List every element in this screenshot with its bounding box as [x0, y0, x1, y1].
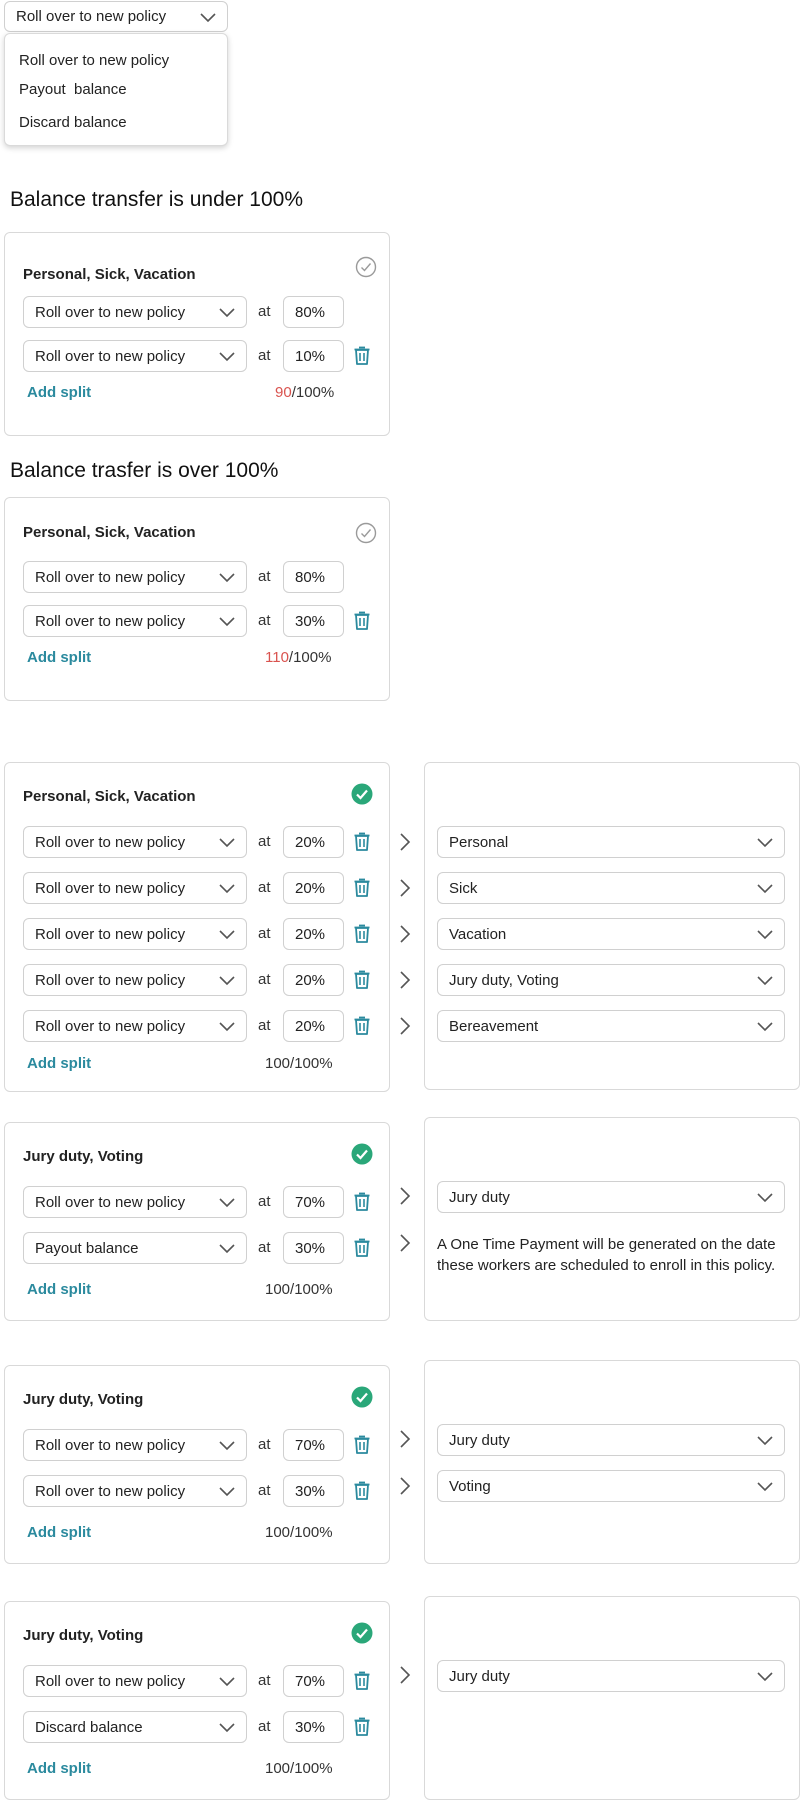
- at-label: at: [258, 347, 271, 364]
- chevron-right-icon: [399, 970, 411, 990]
- action-select-value: Roll over to new policy: [35, 1482, 186, 1500]
- card-title: Personal, Sick, Vacation: [23, 266, 196, 283]
- chevron-down-icon: [218, 882, 236, 894]
- trash-icon[interactable]: [353, 831, 371, 852]
- chevron-down-icon: [756, 1020, 774, 1032]
- split-card-under: [4, 232, 390, 436]
- target-policy-select[interactable]: [437, 1181, 785, 1213]
- chevron-down-icon: [218, 974, 236, 986]
- menu-item-payout[interactable]: Payout balance: [19, 81, 127, 98]
- action-select[interactable]: [23, 964, 247, 996]
- target-policy-select[interactable]: [437, 918, 785, 950]
- chevron-right-icon: [399, 832, 411, 852]
- chevron-down-icon: [218, 1485, 236, 1497]
- action-select[interactable]: [23, 826, 247, 858]
- at-label: at: [258, 568, 271, 585]
- add-split-link[interactable]: Add split: [27, 384, 92, 401]
- action-select-value: Roll over to new policy: [35, 879, 186, 897]
- add-split-link[interactable]: Add split: [27, 1760, 92, 1777]
- chevron-down-icon: [199, 11, 217, 23]
- percent-input[interactable]: 30%: [283, 1475, 344, 1507]
- chevron-right-icon: [399, 1476, 411, 1496]
- at-label: at: [258, 1436, 271, 1453]
- chevron-right-icon: [399, 1429, 411, 1449]
- action-select[interactable]: [23, 1475, 247, 1507]
- target-policy-value: Jury duty: [449, 1188, 510, 1206]
- action-select[interactable]: [23, 561, 247, 593]
- at-label: at: [258, 1672, 271, 1689]
- chevron-down-icon: [756, 882, 774, 894]
- trash-icon[interactable]: [353, 1716, 371, 1737]
- chevron-down-icon: [218, 350, 236, 362]
- chevron-down-icon: [756, 836, 774, 848]
- action-select[interactable]: [23, 1232, 247, 1264]
- trash-icon[interactable]: [353, 1434, 371, 1455]
- add-split-link[interactable]: Add split: [27, 1281, 92, 1298]
- percent-input[interactable]: 20%: [283, 826, 344, 858]
- chevron-down-icon: [756, 974, 774, 986]
- split-total: [265, 649, 331, 666]
- card-title: Personal, Sick, Vacation: [23, 788, 196, 805]
- target-policy-select[interactable]: [437, 826, 785, 858]
- percent-input[interactable]: 10%: [283, 340, 344, 372]
- section-heading-under: Balance transfer is under 100%: [10, 188, 304, 211]
- menu-item-discard[interactable]: Discard balance: [19, 114, 127, 131]
- chevron-down-icon: [756, 1480, 774, 1492]
- trash-icon[interactable]: [353, 1237, 371, 1258]
- split-total: 100/100%: [265, 1760, 333, 1777]
- action-select-value: Roll over to new policy: [35, 971, 186, 989]
- percent-input[interactable]: 20%: [283, 1010, 344, 1042]
- chevron-right-icon: [399, 878, 411, 898]
- target-policy-select[interactable]: [437, 872, 785, 904]
- trash-icon[interactable]: [353, 877, 371, 898]
- percent-input[interactable]: 70%: [283, 1665, 344, 1697]
- action-select[interactable]: [23, 1665, 247, 1697]
- trash-icon[interactable]: [353, 610, 371, 631]
- trash-icon[interactable]: [353, 1670, 371, 1691]
- percent-input[interactable]: 70%: [283, 1186, 344, 1218]
- chevron-right-icon: [399, 1233, 411, 1253]
- action-select-value: Roll over to new policy: [35, 833, 186, 851]
- at-label: at: [258, 925, 271, 942]
- action-select-value: Roll over to new policy: [35, 1193, 186, 1211]
- percent-input[interactable]: 20%: [283, 918, 344, 950]
- at-label: at: [258, 833, 271, 850]
- trash-icon[interactable]: [353, 1191, 371, 1212]
- action-select[interactable]: [23, 872, 247, 904]
- target-policy-value: Jury duty: [449, 1667, 510, 1685]
- action-select[interactable]: [23, 1010, 247, 1042]
- at-label: at: [258, 1482, 271, 1499]
- check-circle-icon: [351, 1386, 373, 1408]
- action-select-value: Roll over to new policy: [35, 925, 186, 943]
- at-label: at: [258, 1017, 271, 1034]
- chevron-down-icon: [756, 1434, 774, 1446]
- trash-icon[interactable]: [353, 1015, 371, 1036]
- at-label: at: [258, 1193, 271, 1210]
- target-card-discard: [424, 1596, 800, 1800]
- chevron-right-icon: [399, 1016, 411, 1036]
- card-title: Jury duty, Voting: [23, 1391, 144, 1408]
- action-select[interactable]: [23, 1711, 247, 1743]
- split-total: 100/100%: [265, 1281, 333, 1298]
- chevron-right-icon: [399, 1665, 411, 1685]
- target-card-rollover: [424, 1360, 800, 1564]
- check-circle-icon: [351, 783, 373, 805]
- chevron-down-icon: [218, 1721, 236, 1733]
- add-split-link[interactable]: Add split: [27, 1055, 92, 1072]
- action-select[interactable]: [23, 605, 247, 637]
- action-dropdown-value: Roll over to new policy: [16, 8, 167, 25]
- chevron-down-icon: [218, 1020, 236, 1032]
- at-label: at: [258, 1718, 271, 1735]
- action-select-value: Roll over to new policy: [35, 1672, 186, 1690]
- target-policy-value: Jury duty, Voting: [449, 971, 559, 989]
- split-total: 100/100%: [265, 1524, 333, 1541]
- split-total-suffix: /100%: [288, 649, 332, 666]
- chevron-right-icon: [399, 1186, 411, 1206]
- trash-icon[interactable]: [353, 345, 371, 366]
- chevron-down-icon: [218, 306, 236, 318]
- action-select[interactable]: [23, 1186, 247, 1218]
- percent-input[interactable]: 20%: [283, 872, 344, 904]
- action-select-value: Roll over to new policy: [35, 612, 186, 630]
- card-title: Personal, Sick, Vacation: [23, 524, 196, 541]
- split-total-value: 90: [275, 384, 292, 401]
- trash-icon[interactable]: [353, 969, 371, 990]
- add-split-link[interactable]: Add split: [27, 649, 92, 666]
- chevron-down-icon: [218, 1675, 236, 1687]
- target-policy-value: Sick: [449, 879, 478, 897]
- target-policy-select[interactable]: [437, 1424, 785, 1456]
- target-policy-value: Personal: [449, 833, 509, 851]
- card-title: Jury duty, Voting: [23, 1148, 144, 1165]
- trash-icon[interactable]: [353, 923, 371, 944]
- action-select-value: Roll over to new policy: [35, 568, 186, 586]
- at-label: at: [258, 971, 271, 988]
- at-label: at: [258, 612, 271, 629]
- check-circle-outline-icon: [355, 522, 377, 544]
- target-policy-value: Voting: [449, 1477, 491, 1495]
- percent-input[interactable]: 20%: [283, 964, 344, 996]
- action-select[interactable]: [23, 1429, 247, 1461]
- action-select-value: Discard balance: [35, 1718, 143, 1736]
- chevron-down-icon: [756, 1191, 774, 1203]
- target-policy-select[interactable]: [437, 964, 785, 996]
- target-card-payout: [424, 1117, 800, 1321]
- action-select-value: Roll over to new policy: [35, 347, 186, 365]
- at-label: at: [258, 1239, 271, 1256]
- target-policy-select[interactable]: [437, 1660, 785, 1692]
- action-select-value: Roll over to new policy: [35, 303, 186, 321]
- action-select-value: Roll over to new policy: [35, 1436, 186, 1454]
- chevron-down-icon: [218, 836, 236, 848]
- check-circle-icon: [351, 1143, 373, 1165]
- split-total: 100/100%: [265, 1055, 333, 1072]
- action-select-value: Payout balance: [35, 1239, 139, 1257]
- chevron-right-icon: [399, 924, 411, 944]
- percent-input[interactable]: 70%: [283, 1429, 344, 1461]
- chevron-down-icon: [756, 1670, 774, 1682]
- chevron-down-icon: [756, 928, 774, 940]
- split-total: [275, 384, 334, 401]
- chevron-down-icon: [218, 1242, 236, 1254]
- payout-message: A One Time Payment will be generated on the date these workers are scheduled to enroll in this policy.: [437, 1236, 776, 1274]
- menu-item-roll-over[interactable]: Roll over to new policy: [19, 52, 170, 69]
- action-dropdown[interactable]: [4, 1, 228, 32]
- chevron-down-icon: [218, 1439, 236, 1451]
- trash-icon[interactable]: [353, 1480, 371, 1501]
- target-policy-select[interactable]: [437, 1470, 785, 1502]
- target-policy-value: Bereavement: [449, 1017, 539, 1035]
- section-heading-over: Balance trasfer is over 100%: [10, 459, 279, 482]
- percent-input[interactable]: 80%: [283, 296, 344, 328]
- action-select-value: Roll over to new policy: [35, 1017, 186, 1035]
- action-select[interactable]: [23, 918, 247, 950]
- percent-input[interactable]: 30%: [283, 1711, 344, 1743]
- at-label: at: [258, 303, 271, 320]
- action-select[interactable]: [23, 296, 247, 328]
- check-circle-outline-icon: [355, 256, 377, 278]
- chevron-down-icon: [218, 615, 236, 627]
- percent-input[interactable]: 80%: [283, 561, 344, 593]
- chevron-down-icon: [218, 571, 236, 583]
- target-policy-select[interactable]: [437, 1010, 785, 1042]
- split-total-value: 110: [265, 649, 289, 666]
- card-title: Jury duty, Voting: [23, 1627, 144, 1644]
- check-circle-icon: [351, 1622, 373, 1644]
- action-select[interactable]: [23, 340, 247, 372]
- chevron-down-icon: [218, 928, 236, 940]
- percent-input[interactable]: 30%: [283, 1232, 344, 1264]
- percent-input[interactable]: 30%: [283, 605, 344, 637]
- dropdown-menu: [4, 33, 228, 146]
- target-policy-value: Jury duty: [449, 1431, 510, 1449]
- split-total-suffix: /100%: [291, 384, 335, 401]
- add-split-link[interactable]: Add split: [27, 1524, 92, 1541]
- chevron-down-icon: [218, 1196, 236, 1208]
- at-label: at: [258, 879, 271, 896]
- target-policy-value: Vacation: [449, 925, 507, 943]
